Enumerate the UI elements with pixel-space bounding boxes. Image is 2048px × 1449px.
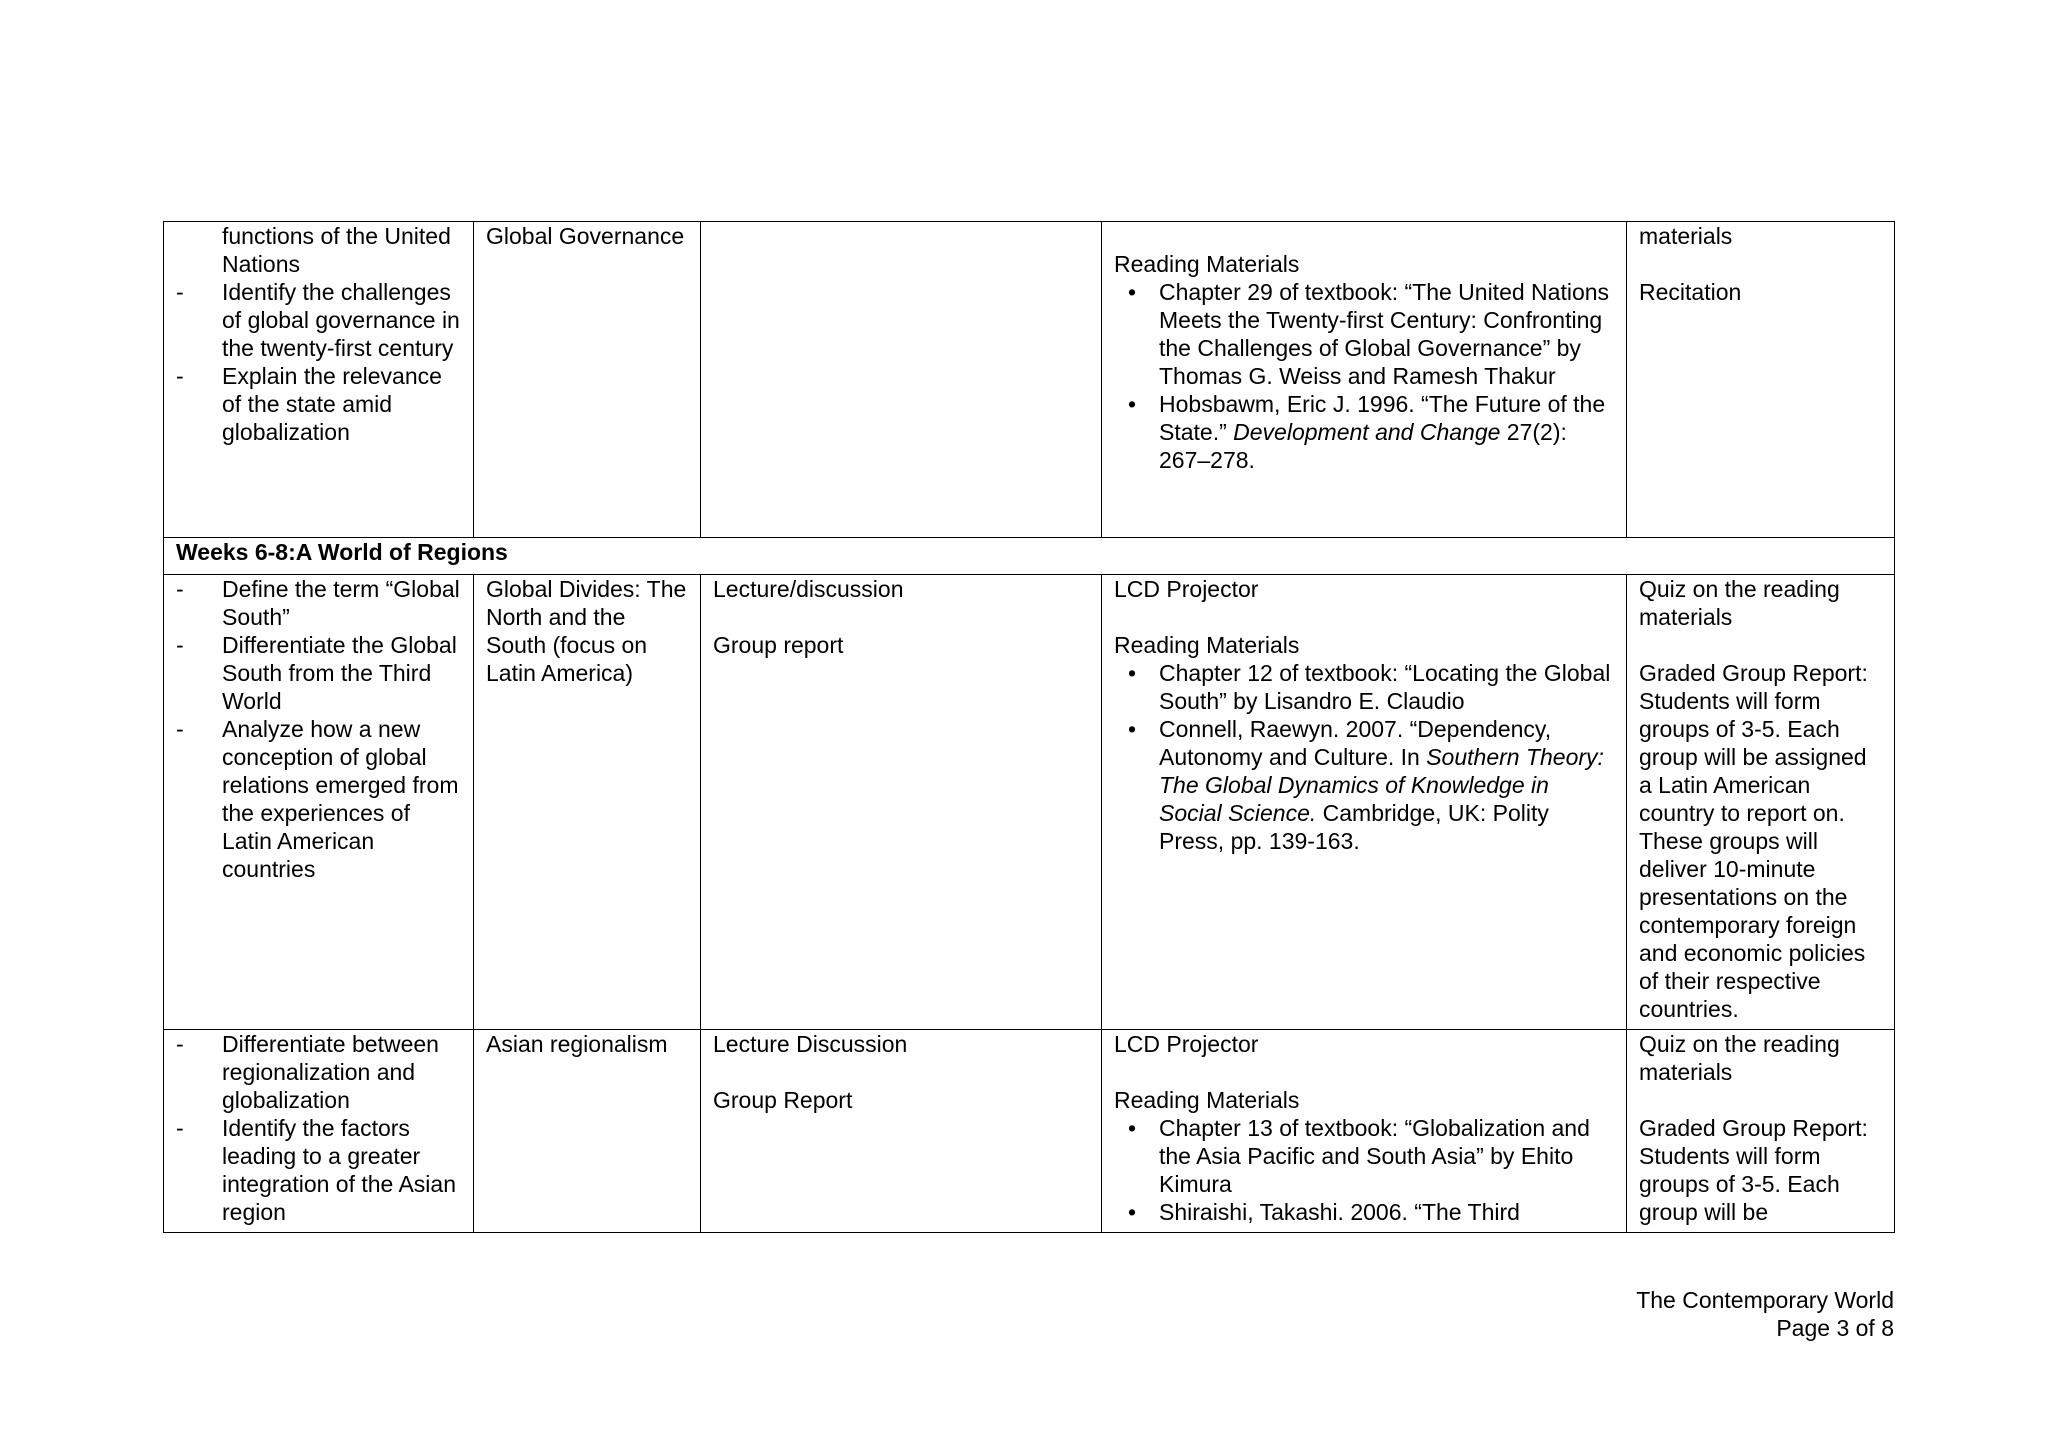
section-heading: Weeks 6-8:A World of Regions <box>164 538 1895 575</box>
activities-cell: Lecture/discussion Group report <box>701 575 1102 1030</box>
objective-item: - Differentiate between regionalization and globalization <box>176 1031 439 1113</box>
reading-item: • Chapter 12 of textbook: “Locating the Global South” by Lisandro E. Claudio <box>1128 660 1611 714</box>
table-row <box>164 222 1895 538</box>
assessment-cell: Quiz on the reading materials Graded Group Report: Students will form groups of 3-5. Each group will be <box>1627 1030 1895 1233</box>
objective-item: - Analyze how a new conception of global relations emerged from the experiences of Latin American countries <box>176 716 459 882</box>
topic-cell <box>474 222 701 538</box>
materials-cell <box>1102 222 1627 538</box>
materials-heading: Reading Materials <box>1114 632 1300 658</box>
objective-item: - Differentiate the Global South from the Third World <box>176 632 457 714</box>
objective-item: - Explain the relevance of the state amid globalization <box>176 363 442 445</box>
assessment-cell: Quiz on the reading materials Graded Group Report: Students will form groups of 3-5. Each group will be assigned a Latin American country to report on. These groups will deliver 10-minute presentations on the contemporary foreign and economic policies of their respective countries. <box>1627 575 1895 1030</box>
topic-cell <box>474 1030 701 1233</box>
reading-item: • Hobsbawm, Eric J. 1996. “The Future of the State.” Development and Change 27(2): 267–278. <box>1128 391 1606 473</box>
materials-heading: Reading Materials <box>1114 251 1300 277</box>
bullet-icon: • <box>1128 279 1137 305</box>
table-row <box>164 1030 1895 1233</box>
syllabus-table <box>163 221 1895 1233</box>
reading-item: • Connell, Raewyn. 2007. “Dependency, Autonomy and Culture. In Southern Theory: The Global Dynamics of Knowledge in Social Science. Cambridge, UK: Polity Press, pp. 139-163. <box>1128 716 1604 854</box>
objective-item: - Define the term “Global South” <box>176 576 460 630</box>
topic-cell <box>474 575 701 1030</box>
activities-cell <box>701 222 1102 538</box>
equipment-text: LCD Projector <box>1114 1031 1259 1057</box>
section-row <box>164 538 1895 575</box>
reading-item: • Chapter 13 of textbook: “Globalization and the Asia Pacific and South Asia” by Ehito Kimura <box>1128 1115 1590 1197</box>
topic-text: Global Divides: The North and the South (focus on Latin America) <box>486 576 687 686</box>
objective-item: - Identify the challenges of global governance in the twenty-first century <box>176 279 460 361</box>
bullet-icon: • <box>1128 660 1137 686</box>
bullet-icon: • <box>1128 1115 1137 1141</box>
materials-cell <box>1102 575 1627 1030</box>
reading-item: • Chapter 29 of textbook: “The United Nations Meets the Twenty-first Century: Confronting the Challenges of Global Governance” by Thomas G. Weiss and Ramesh Thakur <box>1128 279 1610 389</box>
topic-text: Global Governance <box>486 223 685 249</box>
objectives-cell <box>164 1030 474 1233</box>
activities-cell: Lecture Discussion Group Report <box>701 1030 1102 1233</box>
objective-item: - Identify the factors leading to a greater integration of the Asian region <box>176 1115 456 1225</box>
reading-item: • Shiraishi, Takashi. 2006. “The Third <box>1128 1199 1520 1225</box>
table-row <box>164 575 1895 1030</box>
objectives-cell <box>164 222 474 538</box>
equipment-text: LCD Projector <box>1114 576 1259 602</box>
objectives-cell <box>164 575 474 1030</box>
footer-course-title: The Contemporary World <box>1636 1287 1894 1313</box>
assessment-cell: materials Recitation <box>1627 222 1895 538</box>
materials-heading: Reading Materials <box>1114 1087 1300 1113</box>
materials-cell <box>1102 1030 1627 1233</box>
bullet-icon: • <box>1128 1199 1137 1225</box>
footer-page-number: Page 3 of 8 <box>1776 1315 1894 1341</box>
page-footer <box>1636 1286 1894 1342</box>
bullet-icon: • <box>1128 716 1137 742</box>
bullet-icon: • <box>1128 391 1137 417</box>
topic-text: Asian regionalism <box>486 1031 668 1057</box>
objective-item: functions of the United Nations <box>222 223 451 277</box>
